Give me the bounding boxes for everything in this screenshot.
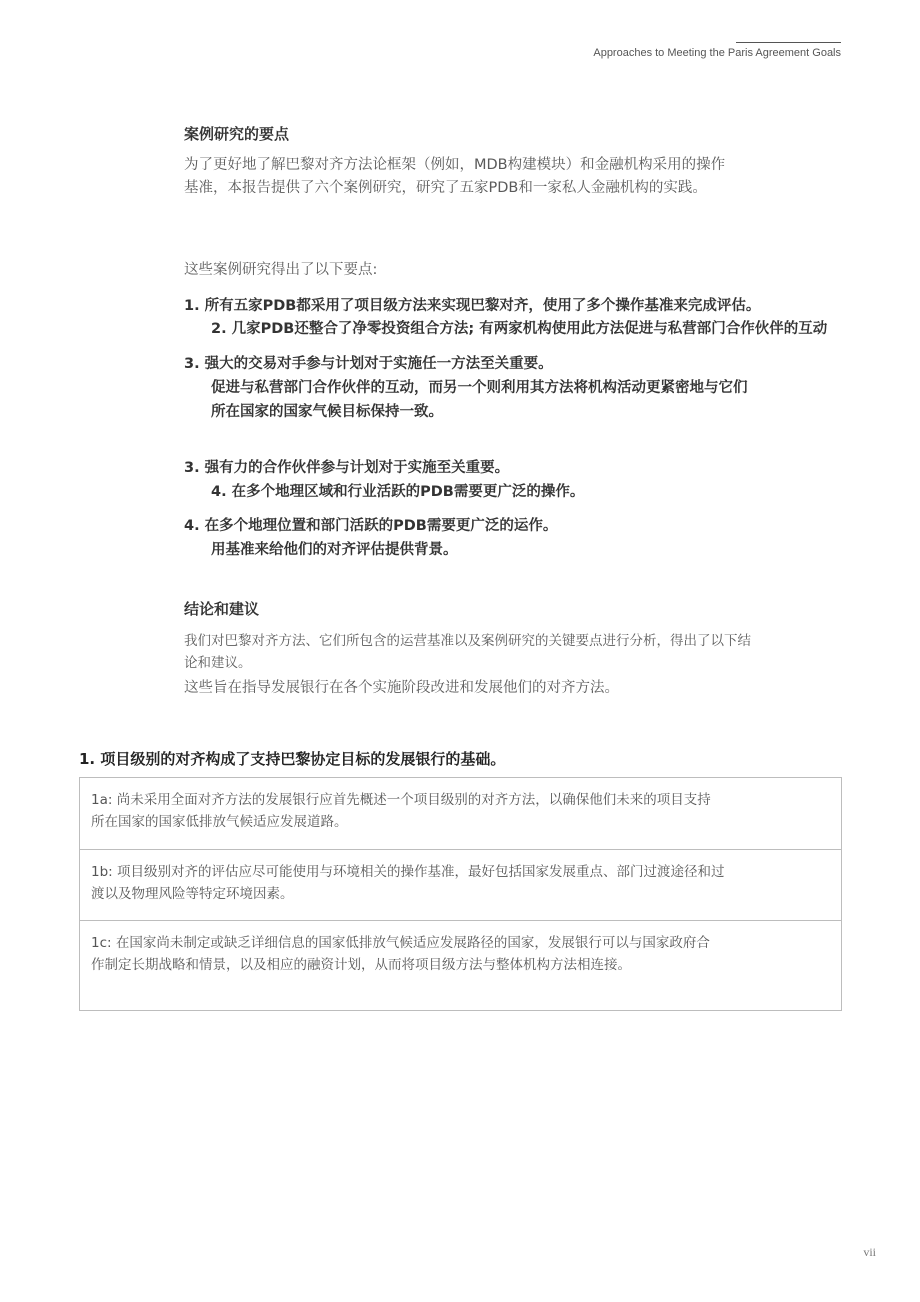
key-point-line: 2. 几家PDB还整合了净零投资组合方法; 有两家机构使用此方法促进与私营部门合作伙伴的互动 xyxy=(211,321,828,337)
key-point-line: 3. 强有力的合作伙伴参与计划对于实施至关重要。 xyxy=(184,460,510,476)
running-header: Approaches to Meeting the Paris Agreement Goals xyxy=(593,47,841,59)
recommendation-line: 1b: 项目级别对齐的评估应尽可能使用与环境相关的操作基准，最好包括国家发展重点、部门过渡途径和过 xyxy=(91,864,725,880)
key-point-line: 4. 在多个地理区域和行业活跃的PDB需要更广泛的操作。 xyxy=(211,484,585,500)
key-point-1 xyxy=(184,296,827,339)
case-studies-heading: 案例研究的要点 xyxy=(184,125,290,143)
intro-line: 基准，本报告提供了六个案例研究，研究了五家PDB和一家私人金融机构的实践。 xyxy=(184,180,707,196)
recommendation-line: 作制定长期战略和情景，以及相应的融资计划，从而将项目级方法与整体机构方法相连接。 xyxy=(91,957,631,973)
recommendation-row xyxy=(80,921,841,1010)
case-studies-intro xyxy=(184,154,725,200)
conclusions-purpose: 这些旨在指导发展银行在各个实施阶段改进和发展他们的对齐方法。 xyxy=(184,680,619,696)
key-point-line: 1. 所有五家PDB都采用了项目级方法来实现巴黎对齐，使用了多个操作基准来完成评估。 xyxy=(184,298,761,314)
key-point-3 xyxy=(184,458,584,502)
recommendation-line: 渡以及物理风险等特定环境因素。 xyxy=(91,886,294,902)
conclusions-line: 我们对巴黎对齐方法、它们所包含的运营基准以及案例研究的关键要点进行分析，得出了以下结 xyxy=(184,633,751,649)
conclusions-line: 论和建议。 xyxy=(184,655,252,671)
key-point-2 xyxy=(184,354,748,422)
recommendation-line: 1c: 在国家尚未制定或缺乏详细信息的国家低排放气候适应发展路径的国家，发展银行可以与国家政府合 xyxy=(91,935,710,951)
page-number: vii xyxy=(863,1245,876,1259)
recommendation-line: 1a: 尚未采用全面对齐方法的发展银行应首先概述一个项目级别的对齐方法，以确保他们未来的项目支持 xyxy=(91,792,711,808)
key-point-line: 3. 强大的交易对手参与计划对于实施任一方法至关重要。 xyxy=(184,356,553,372)
key-point-line: 4. 在多个地理位置和部门活跃的PDB需要更广泛的运作。 xyxy=(184,518,558,534)
key-point-line: 所在国家的国家气候目标保持一致。 xyxy=(211,404,443,420)
header-rule xyxy=(736,42,841,43)
recommendation-row xyxy=(80,850,841,921)
recommendation-heading: 1. 项目级别的对齐构成了支持巴黎协定目标的发展银行的基础。 xyxy=(79,750,506,768)
key-points-lead: 这些案例研究得出了以下要点: xyxy=(184,262,378,278)
key-point-4 xyxy=(184,516,557,560)
recommendation-line: 所在国家的国家低排放气候适应发展道路。 xyxy=(91,814,348,830)
conclusions-text xyxy=(184,630,751,674)
intro-line: 为了更好地了解巴黎对齐方法论框架（例如，MDB构建模块）和金融机构采用的操作 xyxy=(184,157,726,173)
recommendation-row xyxy=(80,778,841,850)
key-point-line: 用基准来给他们的对齐评估提供背景。 xyxy=(211,542,458,558)
recommendation-table xyxy=(79,777,842,1011)
conclusions-heading: 结论和建议 xyxy=(184,600,260,618)
key-point-line: 促进与私营部门合作伙伴的互动，而另一个则利用其方法将机构活动更紧密地与它们 xyxy=(211,380,748,396)
